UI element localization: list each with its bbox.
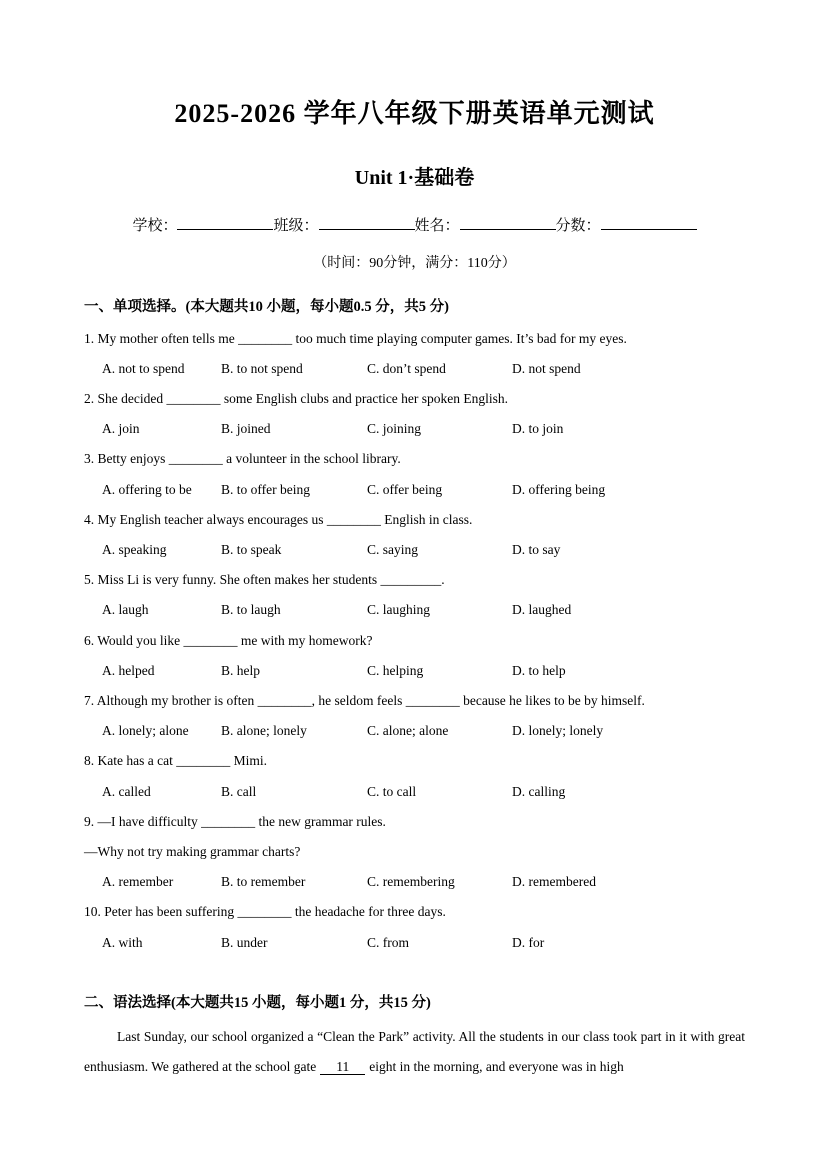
name-label: 姓名： (414, 217, 460, 234)
option: A. helped (102, 662, 155, 678)
option: C. alone; alone (367, 723, 449, 739)
option: D. not spend (512, 360, 581, 376)
section2 (84, 988, 745, 1082)
class-label: 班级： (273, 217, 319, 234)
option: C. from (367, 934, 409, 950)
score-field (556, 214, 697, 235)
option: B. alone; lonely (221, 723, 307, 739)
option: D. to join (512, 421, 564, 437)
options-row (84, 475, 745, 505)
question-text: 6. Would you like ________ me with my homework? (84, 632, 373, 648)
options-row (84, 354, 745, 384)
option: C. offer being (367, 481, 443, 497)
option: B. joined (221, 421, 271, 437)
option: C. don’t spend (367, 360, 446, 376)
question-text: 10. Peter has been suffering ________ the headache for three days. (84, 904, 446, 920)
question-item (84, 444, 745, 504)
option: B. call (221, 783, 257, 799)
question-item (84, 746, 745, 806)
options-row (84, 656, 745, 686)
options-row (84, 867, 745, 897)
option: D. for (512, 934, 545, 950)
option: A. join (102, 421, 140, 437)
option: B. to laugh (221, 602, 281, 618)
section1-heading: 一、单项选择。(本大题共10 小题，每小题0.5 分，共5 分) (84, 298, 449, 315)
time-note: （时间：90分钟，满分：110分） (313, 255, 516, 271)
option: B. to offer being (221, 481, 310, 497)
option: B. to not spend (221, 360, 303, 376)
options-row (84, 414, 745, 444)
score-label: 分数： (555, 217, 601, 234)
section2-heading: 二、语法选择(本大题共15 小题，每小题1 分，共15 分) (84, 994, 431, 1011)
option: C. remembering (367, 874, 455, 890)
school-blank (177, 216, 273, 230)
option: A. offering to be (102, 481, 192, 497)
question-item (84, 505, 745, 565)
question-text: 1. My mother often tells me ________ too much time playing computer games. It’s bad for my eyes. (84, 330, 627, 346)
options-row (84, 777, 745, 807)
option: D. lonely; lonely (512, 723, 604, 739)
question-text: 2. She decided ________ some English clubs and practice her spoken English. (84, 390, 509, 406)
question-text-continued: —Why not try making grammar charts? (84, 843, 301, 859)
question-text: 5. Miss Li is very funny. She often makes her students _________. (84, 572, 445, 588)
option: D. to help (512, 662, 566, 678)
option: A. called (102, 783, 151, 799)
question-item (84, 565, 745, 625)
score-blank (601, 216, 697, 230)
options-row (84, 928, 745, 958)
question-item (84, 686, 745, 746)
question-item (84, 807, 745, 898)
option: A. remember (102, 874, 174, 890)
question-text: 3. Betty enjoys ________ a volunteer in the school library. (84, 451, 401, 467)
option: D. offering being (512, 481, 606, 497)
option: B. to remember (221, 874, 306, 890)
option: C. helping (367, 662, 424, 678)
question-item (84, 897, 745, 957)
option: C. to call (367, 783, 417, 799)
option: B. help (221, 662, 260, 678)
cloze-blank-11: 11 (320, 1059, 365, 1075)
option: D. laughed (512, 602, 572, 618)
cloze-passage (84, 1022, 745, 1082)
question-list (84, 324, 745, 958)
option: D. to say (512, 541, 561, 557)
option: D. remembered (512, 874, 596, 890)
class-field (273, 214, 414, 235)
school-label: 学校： (132, 217, 178, 234)
option: A. with (102, 934, 143, 950)
option: C. saying (367, 541, 419, 557)
question-item (84, 384, 745, 444)
option: A. laugh (102, 602, 149, 618)
option: C. laughing (367, 602, 430, 618)
option: D. calling (512, 783, 566, 799)
school-field (132, 214, 273, 235)
option: A. speaking (102, 541, 167, 557)
question-item (84, 324, 745, 384)
passage-text-before: Last Sunday, our school organized a “Clean the Park” activity. All the students in our class took part in it with great enthusiasm. We gathered at the school gate (84, 1028, 745, 1074)
student-info-line (84, 214, 745, 235)
option: A. not to spend (102, 360, 185, 376)
name-field (415, 214, 556, 235)
class-blank (319, 216, 415, 230)
question-text: 4. My English teacher always encourages us ________ English in class. (84, 511, 473, 527)
option: B. to speak (221, 541, 282, 557)
options-row (84, 535, 745, 565)
passage-text-after: eight in the morning, and everyone was in high (369, 1058, 624, 1074)
question-text: 7. Although my brother is often ________, he seldom feels ________ because he likes to be by himself. (84, 692, 645, 708)
question-text: 9. —I have difficulty ________ the new grammar rules. (84, 813, 386, 829)
question-text: 8. Kate has a cat ________ Mimi. (84, 753, 267, 769)
options-row (84, 716, 745, 746)
paper-title: 2025-2026 学年八年级下册英语单元测试 (174, 99, 655, 128)
option: A. lonely; alone (102, 723, 189, 739)
paper-subtitle: Unit 1·基础卷 (354, 166, 475, 189)
name-blank (460, 216, 556, 230)
option: B. under (221, 934, 268, 950)
options-row (84, 595, 745, 625)
question-item (84, 626, 745, 686)
option: C. joining (367, 421, 422, 437)
